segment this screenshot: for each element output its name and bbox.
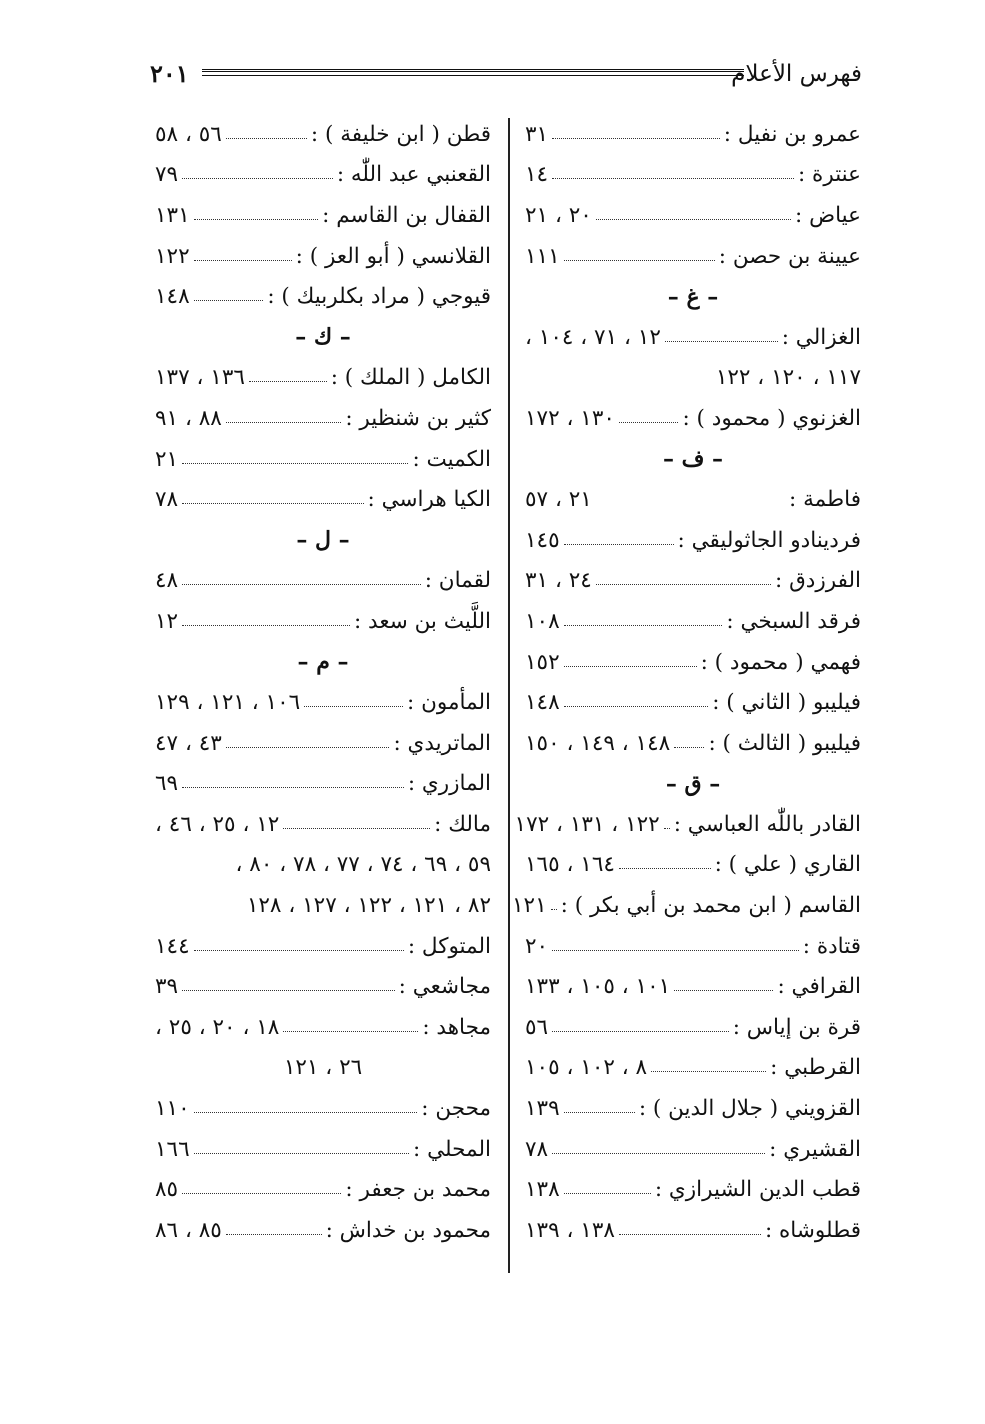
entry-name: الفرزدق :	[775, 568, 861, 594]
entry-pages: ٨٥ ، ٨٦	[155, 1217, 222, 1243]
column-divider	[508, 118, 510, 1273]
dot-leader	[619, 1234, 761, 1235]
index-entry	[525, 1088, 861, 1129]
index-entry	[155, 926, 491, 967]
entry-pages: ٢١	[155, 446, 179, 472]
dot-leader	[194, 219, 319, 220]
entry-name: القزويني ( جلال الدين ) :	[638, 1096, 861, 1122]
entry-pages: ٦٩	[155, 771, 179, 797]
dot-leader	[226, 747, 390, 748]
entry-pages: ١٢ ، ٢٥ ، ٤٦ ،	[155, 811, 280, 837]
entry-name: القلانسي ( أبو العز ) :	[295, 243, 491, 269]
entry-pages: ١٠٦ ، ١٢١ ، ١٢٩	[155, 690, 301, 716]
index-entry	[155, 155, 491, 196]
dot-leader	[552, 1153, 765, 1154]
entry-pages: ١٣١	[155, 202, 190, 228]
entry-name: قرة بن إياس :	[732, 1014, 861, 1040]
entry-pages: ١١١	[525, 243, 560, 269]
index-entry-continuation: ١١٧ ، ١٢٠ ، ١٢٢	[715, 365, 861, 391]
index-entry	[155, 804, 491, 845]
entry-pages: ١٨ ، ٢٠ ، ٢٥ ،	[155, 1014, 280, 1040]
entry-pages: ١٢٢	[155, 243, 190, 269]
entry-name: فرقد السبخي :	[726, 608, 861, 634]
entry-pages: ١٢١	[511, 893, 547, 919]
entry-pages: ٣٩	[155, 974, 179, 1000]
entry-pages: ١٣٨ ، ١٣٩	[525, 1217, 615, 1243]
dot-leader	[226, 422, 342, 423]
dot-leader	[564, 544, 674, 545]
index-column-right	[511, 114, 861, 1251]
index-entry	[155, 601, 491, 642]
index-entry	[155, 682, 491, 723]
entry-name: الكميت :	[412, 446, 491, 472]
index-entry	[155, 1129, 491, 1170]
index-entry	[514, 804, 861, 845]
dot-leader	[564, 1112, 635, 1113]
entry-name: القاري ( علي ) :	[714, 852, 861, 878]
dot-leader	[596, 503, 785, 504]
dot-leader	[564, 260, 715, 261]
entry-pages: ١٣٠ ، ١٧٢	[525, 405, 615, 431]
dot-leader	[194, 260, 292, 261]
index-entry	[525, 520, 861, 561]
entry-pages: ١٣٦ ، ١٣٧	[155, 365, 245, 391]
dot-leader	[564, 625, 723, 626]
header-title: فهرس الأعلام	[731, 61, 862, 87]
index-entry	[155, 236, 491, 277]
entry-pages: ٢١ ، ٥٧	[525, 487, 592, 513]
section-letter-heading: – ق –	[665, 770, 721, 797]
section-letter-heading: – ك –	[295, 324, 351, 351]
entry-name: الماتريدي :	[393, 730, 491, 756]
dot-leader	[596, 584, 771, 585]
entry-name: القعنبي عبد اللّٰه :	[336, 162, 491, 188]
dot-leader	[552, 138, 720, 139]
index-entry	[155, 479, 491, 520]
entry-pages: ١٤٤	[155, 933, 190, 959]
dot-leader	[551, 909, 557, 910]
entry-name: مالك :	[434, 811, 491, 837]
entry-pages: ١٦٦	[155, 1136, 190, 1162]
index-entry	[155, 966, 491, 1007]
dot-leader	[304, 706, 403, 707]
entry-name: الغزالي :	[781, 324, 861, 350]
index-entry	[525, 845, 861, 886]
index-entry	[525, 682, 861, 723]
entry-pages: ٥٦ ، ٥٨	[155, 121, 222, 147]
section-letter-heading: – ل –	[296, 527, 350, 554]
index-entry	[155, 764, 491, 805]
index-entry	[155, 1007, 491, 1048]
index-column-left	[155, 114, 491, 1251]
entry-name: عنترة :	[797, 162, 861, 188]
entry-name: لقمان :	[424, 568, 491, 594]
entry-name: قطلوشاه :	[764, 1217, 861, 1243]
dot-leader	[283, 1031, 418, 1032]
index-entry	[155, 561, 491, 602]
entry-name: القاسم ( ابن محمد بن أبي بكر ) :	[560, 893, 861, 919]
index-entry	[525, 1007, 861, 1048]
index-entry	[525, 966, 861, 1007]
entry-name: القرافي :	[777, 974, 861, 1000]
entry-name: عمرو بن نفيل :	[723, 121, 861, 147]
section-letter-heading: – م –	[297, 649, 349, 676]
index-entry	[525, 398, 861, 439]
dot-leader	[226, 1234, 322, 1235]
entry-pages: ١٤٨	[155, 284, 190, 310]
dot-leader	[182, 178, 333, 179]
entry-name: القرطبي :	[770, 1055, 861, 1081]
index-entry	[525, 236, 861, 277]
dot-leader	[182, 463, 408, 464]
index-entry	[525, 642, 861, 683]
entry-name: المحلي :	[413, 1136, 491, 1162]
entry-name: المتوكل :	[407, 933, 491, 959]
index-entry	[525, 155, 861, 196]
index-entry	[525, 926, 861, 967]
dot-leader	[194, 1112, 418, 1113]
index-entry	[525, 1129, 861, 1170]
entry-name: فاطمة :	[789, 487, 861, 513]
entry-name: قطب الدين الشيرازي :	[654, 1177, 861, 1203]
index-entry-continuation: ٢٦ ، ١٢١	[283, 1055, 363, 1081]
entry-name: الغزنوي ( محمود ) :	[682, 405, 861, 431]
entry-pages: ١٤٥	[525, 527, 560, 553]
entry-pages: ٨٨ ، ٩١	[155, 405, 222, 431]
dot-leader	[552, 950, 799, 951]
entry-pages: ٤٨	[155, 568, 179, 594]
index-entry	[155, 114, 491, 155]
entry-name: فيليبو ( الثاني ) :	[712, 690, 861, 716]
index-entry	[155, 723, 491, 764]
entry-pages: ٧٨	[525, 1136, 549, 1162]
dot-leader	[665, 341, 778, 342]
dot-leader	[182, 625, 350, 626]
entry-pages: ٢٠	[525, 933, 549, 959]
entry-pages: ٢٤ ، ٣١	[525, 568, 592, 594]
header-rule	[202, 69, 744, 76]
index-entry	[525, 195, 861, 236]
entry-pages: ٥٦	[525, 1014, 549, 1040]
entry-name: قيوجي ( مراد بكلربيك ) :	[267, 284, 491, 310]
dot-leader	[194, 1153, 409, 1154]
index-entry-continuation: ٨٢ ، ١٢١ ، ١٢٢ ، ١٢٧ ، ١٢٨	[246, 893, 491, 919]
index-entry	[155, 439, 491, 480]
entry-pages: ٧٨	[155, 487, 179, 513]
index-entry	[155, 1088, 491, 1129]
entry-pages: ١٠٨	[525, 608, 560, 634]
dot-leader	[182, 990, 395, 991]
entry-name: مجاشعي :	[398, 974, 491, 1000]
index-entry	[155, 358, 491, 399]
dot-leader	[564, 1193, 651, 1194]
dot-leader	[249, 381, 327, 382]
entry-pages: ١٤	[525, 162, 549, 188]
dot-leader	[674, 747, 704, 748]
entry-pages: ١٢٢ ، ١٣١ ، ١٧٢	[514, 811, 660, 837]
entry-name: عياض :	[795, 202, 861, 228]
index-entry	[525, 114, 861, 155]
entry-name: قتادة :	[802, 933, 861, 959]
index-entry	[525, 601, 861, 642]
dot-leader	[619, 868, 711, 869]
dot-leader	[564, 666, 697, 667]
dot-leader	[596, 219, 791, 220]
entry-name: قطن ( ابن خليفة ) :	[310, 121, 491, 147]
entry-pages: ١٣٨	[525, 1177, 560, 1203]
entry-pages: ٢٠ ، ٢١	[525, 202, 592, 228]
entry-pages: ٨ ، ١٠٢ ، ١٠٥	[525, 1055, 648, 1081]
entry-name: مجاهد :	[422, 1014, 491, 1040]
entry-name: اللَّيث بن سعد :	[353, 608, 491, 634]
dot-leader	[182, 1193, 341, 1194]
entry-pages: ١٢	[155, 608, 179, 634]
entry-name: القشيري :	[769, 1136, 861, 1162]
entry-pages: ١٣٩	[525, 1096, 560, 1122]
index-entry	[525, 1048, 861, 1089]
entry-name: محمد بن جعفر :	[345, 1177, 491, 1203]
dot-leader	[552, 1031, 729, 1032]
dot-leader	[619, 422, 679, 423]
dot-leader	[664, 828, 670, 829]
entry-name: فيليبو ( الثالث ) :	[708, 730, 861, 756]
entry-name: الكيا هراسي :	[367, 487, 491, 513]
dot-leader	[194, 300, 264, 301]
index-entry	[525, 479, 861, 520]
page-number: ٢٠١	[150, 59, 189, 88]
entry-name: القفال بن القاسم :	[322, 202, 491, 228]
entry-name: القادر باللّٰه العباسي :	[673, 811, 861, 837]
dot-leader	[182, 584, 421, 585]
index-entry-continuation: ٥٩ ، ٦٩ ، ٧٤ ، ٧٧ ، ٧٨ ، ٨٠ ،	[235, 852, 491, 878]
entry-pages: ١٤٨	[525, 690, 560, 716]
index-entry	[155, 1210, 491, 1251]
dot-leader	[564, 706, 709, 707]
entry-pages: ٧٩	[155, 162, 179, 188]
entry-pages: ١٦٤ ، ١٦٥	[525, 852, 615, 878]
dot-leader	[226, 138, 307, 139]
entry-name: المأمون :	[407, 690, 491, 716]
entry-pages: ٨٥	[155, 1177, 179, 1203]
entry-pages: ١١٠	[155, 1096, 190, 1122]
index-entry	[525, 1169, 861, 1210]
index-entry	[511, 885, 861, 926]
entry-name: الكامل ( الملك ) :	[330, 365, 491, 391]
dot-leader	[182, 787, 404, 788]
entry-name: فردينادو الجاثوليقي :	[677, 527, 861, 553]
page-header	[150, 58, 862, 94]
dot-leader	[552, 178, 794, 179]
dot-leader	[194, 950, 404, 951]
index-entry	[525, 723, 861, 764]
section-letter-heading: – غ –	[667, 283, 719, 310]
entry-name: المازري :	[407, 771, 491, 797]
dot-leader	[674, 990, 773, 991]
entry-pages: ٣١	[525, 121, 549, 147]
entry-pages: ٤٣ ، ٤٧	[155, 730, 222, 756]
index-entry	[525, 561, 861, 602]
dot-leader	[283, 828, 430, 829]
index-entry	[155, 195, 491, 236]
index-entry	[155, 398, 491, 439]
entry-name: عيينة بن حصن :	[718, 243, 861, 269]
index-entry	[525, 317, 861, 358]
entry-pages: ١٠١ ، ١٠٥ ، ١٣٣	[525, 974, 671, 1000]
entry-pages: ١٥٢	[525, 649, 560, 675]
entry-name: محمود بن خداش :	[325, 1217, 491, 1243]
dot-leader	[651, 1071, 766, 1072]
entry-name: محجن :	[421, 1096, 491, 1122]
index-entry	[525, 1210, 861, 1251]
index-entry	[155, 276, 491, 317]
index-entry	[155, 1169, 491, 1210]
entry-pages: ١٤٨ ، ١٤٩ ، ١٥٠	[525, 730, 671, 756]
dot-leader	[182, 503, 363, 504]
entry-name: كثير بن شنظير :	[345, 405, 491, 431]
section-letter-heading: – ف –	[662, 446, 724, 473]
entry-pages: ١٢ ، ٧١ ، ١٠٤ ،	[525, 324, 661, 350]
entry-name: فهمي ( محمود ) :	[700, 649, 861, 675]
